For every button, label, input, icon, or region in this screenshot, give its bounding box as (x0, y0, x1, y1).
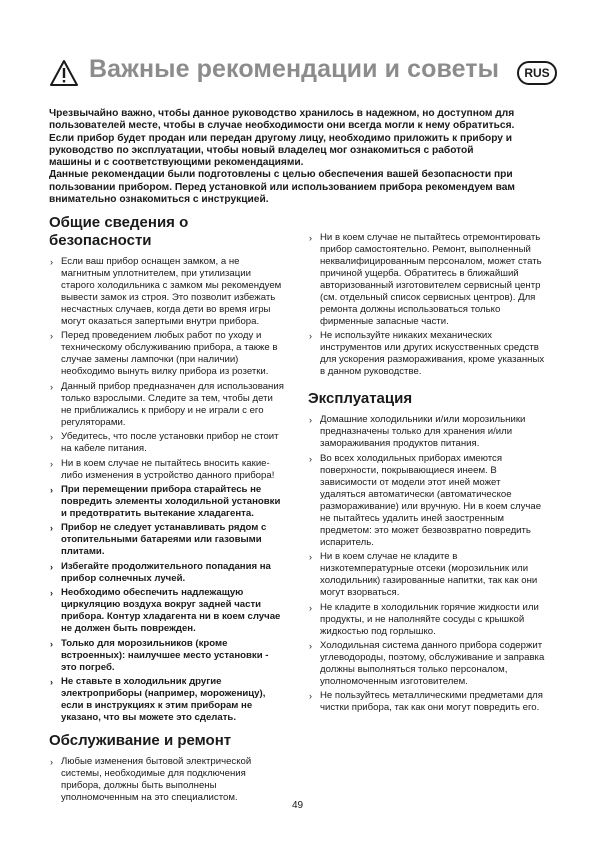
bullet-icon: › (309, 691, 312, 702)
list-item: › Только для морозильников (кроме встроенных): наилучшее место установки - это погреб. (50, 637, 269, 673)
page-number: 49 (291, 800, 304, 811)
bullet-icon: › (50, 257, 53, 267)
list-item: › Убедитесь, что после установки прибор не стоит на кабеле питания. (50, 431, 279, 455)
bullet-icon: › (50, 484, 53, 495)
bullet-icon: › (309, 453, 312, 464)
bullet-icon: › (50, 676, 53, 687)
warning-triangle-icon (49, 59, 79, 87)
list-item: › Ни в коем случае не пытайтесь отремонтировать прибор самостоятельно. Ремонт, выполненный неквалифицированным персоналом, может стать причиной ущерба. Обратитесь в ближайший авторизованный изготовителем сервисный центр (см. отдельный список сервисных центров). Для ремонта должны использоваться только фирменные запасные части. (309, 232, 542, 327)
service-list-continued (308, 232, 548, 378)
left-column (49, 214, 285, 806)
intro-paragraph: Чрезвычайно важно, чтобы данное руководство хранилось в надежном, но доступном для пользователей месте, чтобы в случае необходимости они всегда могли к нему обратиться. Если прибор будет продан или передан другому лицу, необходимо приложить к прибору и руководство по эксплуатации, чтобы новый владелец мог ознакомиться с работой машины и с соответствующими рекомендациями. (49, 108, 515, 169)
list-item: › Не пользуйтесь металлическими предметами для чистки прибора, так как они могут повредить его. (309, 690, 543, 714)
list-item: › Если ваш прибор оснащен замком, а не магнитным уплотнителем, при утилизации старого холодильника с замком мы рекомендуем вывести замок из строя. Это позволит избежать несчастных случаев, когда дети во время игры могут оказаться запертыми внутри прибора. (50, 256, 282, 327)
bullet-icon: › (50, 458, 53, 469)
list-item: › Холодильная система данного прибора содержит углеводороды, поэтому, обслуживание и заправка должны выполняться только персоналом, уполномоченным изготовителем. (309, 639, 545, 687)
bullet-icon: › (309, 233, 312, 243)
list-item: › Домашние холодильники и/или морозильники предназначены только для хранения и/или замораживания продуктов питания. (309, 414, 526, 450)
bullet-icon: › (309, 602, 312, 613)
list-item: › Необходимо обеспечить надлежащую циркуляцию воздуха вокруг задней части прибора. Контур хладагента ни в коем случае не должен быть поврежден. (50, 587, 281, 635)
list-item: › Данный прибор предназначен для использования только взрослыми. Следите за тем, чтобы дети не приближались к прибору и не играли с его регуляторами. (50, 380, 284, 428)
list-item: › Избегайте продолжительного попадания на прибор солнечных лучей. (50, 560, 271, 584)
list-item: › Перед проведением любых работ по уходу и техническому обслуживанию прибора, а также в случае замены лампочки (при наличии) необходимо вынуть вилку прибора из розетки. (50, 330, 278, 378)
bullet-icon: › (50, 523, 53, 534)
language-badge: RUS (517, 61, 557, 85)
list-item: › Не используйте никаких механических инструментов или других искусственных средств для ускорения размораживания, кроме указанных в данном руководстве. (309, 330, 545, 378)
section-heading-service: Обслуживание и ремонт (49, 731, 232, 749)
bullet-icon: › (50, 756, 53, 767)
bullet-icon: › (309, 640, 312, 651)
service-list (49, 756, 285, 804)
list-item: › Не кладите в холодильник горячие жидкости или продукты, и не наполняйте сосуды с крышкой жидкостью под горлышко. (309, 601, 539, 637)
bullet-icon: › (309, 415, 312, 426)
bullet-icon: › (50, 638, 53, 649)
bullet-icon: › (309, 552, 312, 563)
list-item: › Любые изменения бытовой электрической системы, необходимые для подключения прибора, должны быть выполнены уполномоченным на это специалистом. (50, 755, 252, 803)
operation-list (308, 414, 548, 714)
right-column (308, 232, 548, 717)
bullet-icon: › (309, 331, 312, 342)
list-item: › Во всех холодильных приборах имеются поверхности, покрывающиеся инеем. В зависимости от модели этот иней может удаляться автоматически (автоматическое размораживание) или вручную. Ни в коем случае не пытайтесь удалить иней заостренным предметом: это может безвозвратно повредить испаритель. (309, 452, 542, 548)
bullet-icon: › (50, 331, 53, 342)
safety-list (49, 256, 285, 724)
intro-text (49, 108, 519, 206)
bullet-icon: › (50, 381, 53, 392)
list-item: › Ни в коем случае не кладите в низкотемпературные отсеки (морозильник или холодильник) газированные напитки, так как они могут взорваться. (309, 551, 538, 599)
bullet-icon: › (50, 561, 53, 572)
intro-paragraph: Данные рекомендации были подготовлены с целью обеспечения вашей безопасности при пользовании прибором. Перед установкой или использованием прибора рекомендуем вам внимательно ознакомиться с инструкцией. (49, 169, 515, 206)
section-heading-operation: Эксплуатация (308, 390, 413, 408)
list-item: › Прибор не следует устанавливать рядом с отопительными батареями или газовыми плитами. (50, 522, 267, 558)
page-title: Важные рекомендации и советы (89, 55, 500, 83)
page-header (49, 55, 557, 95)
list-item: › При перемещении прибора старайтесь не повредить элементы холодильной установки и предотвратить вытекание хладагента. (50, 483, 281, 519)
list-item: › Не ставьте в холодильник другие электроприборы (например, мороженицу), если в инструкциях к этим приборам не указано, что вы можете это сделать. (50, 675, 266, 723)
bullet-icon: › (50, 588, 53, 599)
bullet-icon: › (50, 432, 53, 443)
list-item: › Ни в коем случае не пытайтесь вносить какие-либо изменения в устройство данного прибора! (50, 457, 275, 481)
section-heading-safety: Общие сведения о безопасности (49, 214, 189, 249)
